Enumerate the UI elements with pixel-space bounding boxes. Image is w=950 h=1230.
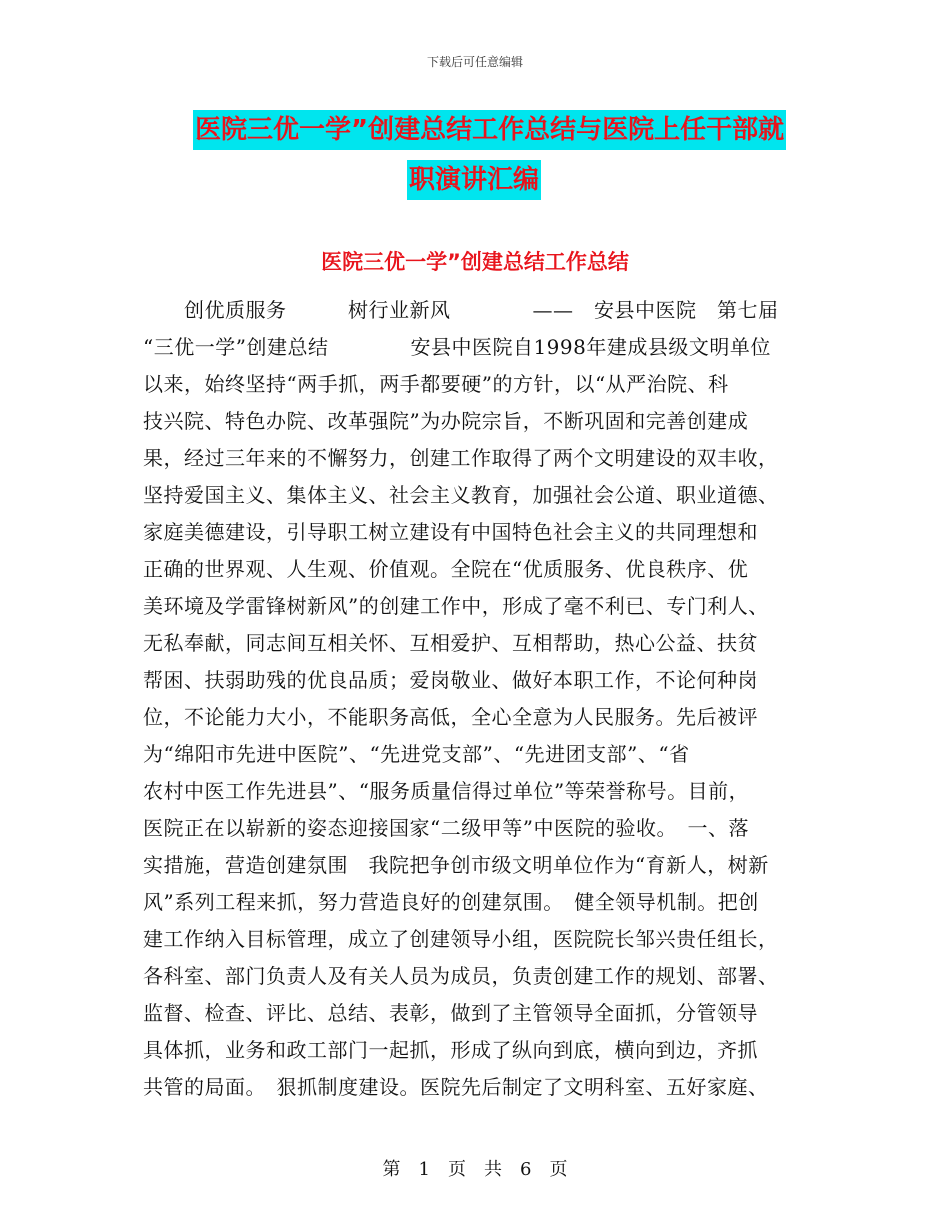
body-line: 正确的世界观、人生观、价值观。全院在“优质服务、优良秩序、优 — [143, 557, 749, 581]
body-line: 家庭美德建设，引导职工树立建设有中国特色社会主义的共同理想和 — [143, 520, 758, 544]
section-title: 医院三优一学”创建总结工作总结 — [321, 250, 629, 274]
body-line: 无私奉献，同志间互相关怀、互相爱护、互相帮助，热心公益、扶贫 — [143, 631, 758, 655]
body-line: 农村中医工作先进县”、“服务质量信得过单位”等荣誉称号。目前， — [143, 779, 750, 803]
title-line-2: 职演讲汇编 — [407, 160, 541, 200]
body-line: 具体抓，业务和政工部门一起抓，形成了纵向到底，横向到边，齐抓 — [143, 1038, 758, 1062]
body-text — [143, 292, 803, 1106]
page-header: 下载后可任意编辑 — [426, 55, 523, 69]
body-line: 监督、检查、评比、总结、表彰，做到了主管领导全面抓，分管领导 — [143, 1001, 758, 1025]
body-line: 共管的局面。 狠抓制度建设。医院先后制定了文明科室、五好家庭、 — [143, 1075, 769, 1099]
body-line: 风”系列工程来抓，努力营造良好的创建氛围。 健全领导机制。把创 — [143, 890, 759, 914]
body-line: 医院正在以崭新的姿态迎接国家“二级甲等”中医院的验收。 一、落 — [143, 816, 749, 840]
body-line: 坚持爱国主义、集体主义、社会主义教育，加强社会公道、职业道德、 — [143, 483, 779, 507]
page-footer: 第 1 页 共 6 页 — [382, 1159, 568, 1180]
body-line: 各科室、部门负责人及有关人员为成员，负责创建工作的规划、部署、 — [143, 964, 779, 988]
body-line: 建工作纳入目标管理，成立了创建领导小组，医院院长邹兴贵任组长， — [143, 927, 779, 951]
body-line: 位，不论能力大小，不能职务高低，全心全意为人民服务。先后被评 — [143, 705, 758, 729]
body-line: 创优质服务 树行业新风 —— 安县中医院 第七届 — [143, 298, 779, 322]
body-line: 果，经过三年来的不懈努力，创建工作取得了两个文明建设的双丰收， — [143, 446, 779, 470]
body-line: 美环境及学雷锋树新风”的创建工作中，形成了毫不利已、专门利人、 — [143, 594, 769, 618]
title-line-1: 医院三优一学”创建总结工作总结与医院上任干部就 — [193, 110, 786, 150]
body-line: 技兴院、特色办院、改革强院”为办院宗旨，不断巩固和完善创建成 — [143, 409, 749, 433]
body-line: 以来，始终坚持“两手抓，两手都要硬”的方针，以“从严治院、科 — [143, 372, 729, 396]
body-line: “三优一学”创建总结 安县中医院自1998年建成县级文明单位 — [143, 335, 771, 359]
body-line: 实措施，营造创建氛围 我院把争创市级文明单位作为“育新人，树新 — [143, 853, 769, 877]
body-line: 帮困、扶弱助残的优良品质；爱岗敬业、做好本职工作，不论何种岗 — [143, 668, 758, 692]
body-line: 为“绵阳市先进中医院”、“先进党支部”、“先进团支部”、“省 — [143, 742, 690, 766]
